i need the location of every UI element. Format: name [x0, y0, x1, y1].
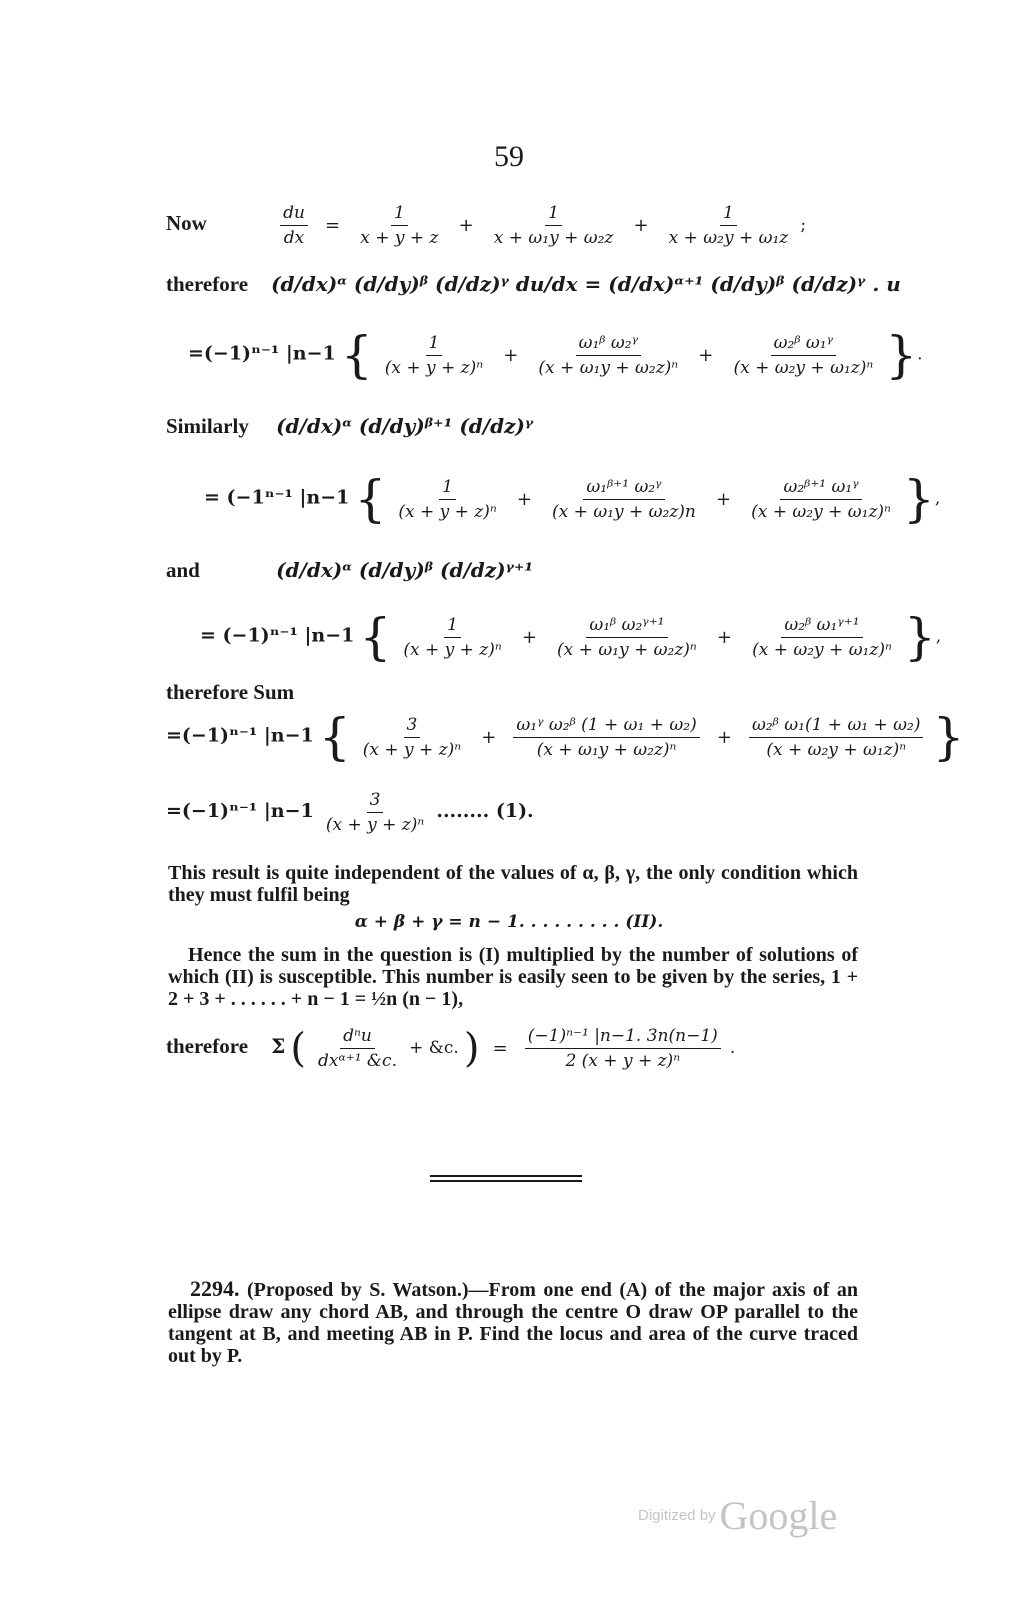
word-therefore-final: therefore [166, 1034, 249, 1058]
separator-rule-top [430, 1175, 582, 1177]
sigma-symbol: Σ [271, 1034, 286, 1058]
frac-d1-num: 3 [404, 715, 421, 738]
problem-number: 2294. [190, 1276, 240, 1301]
therefore-expression: (d/dx)ᵅ (d/dy)ᵝ (d/dz)ᵞ du/dx = (d/dx)ᵅ⁺¹ (d/dy)ᵝ (d/dz)ᵞ . u [271, 272, 901, 296]
equation-result-e [166, 790, 534, 835]
word-and: and [166, 558, 200, 582]
frac-a2-num: ω₁ᵝ ω₂ᵞ [576, 333, 641, 356]
watermark-digitized-by: Digitized by [638, 1507, 716, 1524]
frac-final-lhs [315, 1026, 400, 1071]
frac-now-2 [491, 203, 617, 248]
equation-result-b: = (−1ⁿ⁻¹ |n−1 { $\frac{1}{\text{(x + y + z)ⁿ}}$ + $\frac{\text{ω₁ᵝ⁺¹ ω₂ᵞ}}{\text{(x + ω₁y + ω₂z)n}}$ + $\frac{\text{ω₂ᵝ⁺¹ ω₁ᵞ}}{\text{(x + ω₂y + ω₁z)ⁿ}}$ }, [204, 470, 941, 528]
frac-a3 [730, 333, 876, 378]
prefix-a: =(−1)ⁿ⁻¹ |n−1 [188, 342, 336, 365]
equation-similarly [166, 414, 533, 439]
prefix-b: = (−1ⁿ⁻¹ |n−1 [204, 486, 350, 509]
problem-2294 [168, 1278, 858, 1367]
word-now: Now [166, 211, 207, 235]
frac-c2-num: ω₁ᵝ ω₂ᵞ⁺¹ [586, 615, 667, 638]
frac-a1-num: 1 [426, 333, 443, 356]
google-watermark [638, 1492, 837, 1539]
word-therefore: therefore [166, 272, 249, 296]
frac-e1-num: 3 [367, 790, 384, 813]
frac-d3-den: (x + ω₂y + ω₁z)ⁿ [766, 739, 907, 760]
and-expression: (d/dx)ᵅ (d/dy)ᵝ (d/dz)ᵞ⁺¹ [276, 558, 534, 582]
equation-now: Now $\frac{du}{dx}$ = $\frac{1}{x + y + z}$ + $\frac{1}{\text{x + ω₁y + ω₂z}}$ + $\frac{1}{\text{x + ω₂y + ω₁z}}$ ; [166, 203, 807, 248]
frac-b2 [549, 477, 699, 522]
frac-now-1-num: 1 [391, 203, 408, 226]
equation-final: therefore Σ ( $\frac{\text{dⁿu}}{\text{dxᵅ⁺¹ \&c.}}$ + &c. ) = $\frac{\text{(−1)ⁿ⁻¹ |n−1. 3n(n−1)}}{\text{2 (x + y + z)ⁿ}}$ . [166, 1025, 736, 1072]
heading-therefore-sum [166, 680, 294, 705]
frac-b2-num: ω₁ᵝ⁺¹ ω₂ᵞ [583, 477, 664, 500]
frac-c1-den: (x + y + z)ⁿ [403, 639, 502, 660]
problem-statement: —From one end (A) of the major axis of an ellipse draw any chord AB, and through the centre O draw OP parallel to the tangent at B, and meeting AB in P. Find the locus and area of the curve traced out by P. [168, 1279, 858, 1367]
prefix-e: =(−1)ⁿ⁻¹ |n−1 [166, 800, 314, 822]
separator-rule-bottom [430, 1180, 582, 1182]
page-number: 59 [494, 140, 524, 173]
word-similarly: Similarly [166, 414, 249, 438]
frac-d1-den: (x + y + z)ⁿ [362, 739, 462, 760]
frac-c2-den: (x + ω₁y + ω₂z)ⁿ [557, 639, 697, 660]
frac-d1 [360, 715, 464, 760]
frac-now-3 [666, 203, 792, 248]
frac-now-2-den: x + ω₁y + ω₂z [493, 228, 614, 248]
frac-final-rhs [525, 1026, 721, 1071]
paragraph-hence: Hence the sum in the question is (I) multiplied by the number of solutions of which (II) is susceptible. This number is easily seen to be given by the series, 1 + 2 + 3 + . . . . . . + n − 1 = ½n (n − 1), [168, 944, 858, 1010]
frac-now-3-den: x + ω₂y + ω₁z [668, 228, 789, 248]
watermark-google-logo: Google [719, 1493, 838, 1538]
result-one-label: ........ (1). [436, 800, 534, 822]
similarly-expression: (d/dx)ᵅ (d/dy)ᵝ⁺¹ (d/dz)ᵞ [276, 414, 534, 438]
frac-c1-num: 1 [444, 615, 461, 638]
problem-proposer: (Proposed by S. Watson.) [246, 1279, 469, 1301]
frac-a3-den: (x + ω₂y + ω₁z)ⁿ [733, 357, 874, 378]
final-plus-etc: + &c. [409, 1038, 459, 1058]
frac-b1 [395, 477, 499, 522]
frac-du-dx-num: du [280, 203, 308, 226]
frac-e1 [323, 790, 427, 835]
frac-b2-den: (x + ω₁y + ω₂z)n [552, 501, 696, 522]
frac-b1-den: (x + y + z)ⁿ [398, 501, 497, 522]
frac-c2 [554, 615, 700, 660]
frac-b3 [748, 477, 894, 522]
frac-final-rhs-num: (−1)ⁿ⁻¹ |n−1. 3n(n−1) [525, 1026, 721, 1049]
frac-a1-den: (x + y + z)ⁿ [384, 357, 484, 378]
frac-d2-den: (x + ω₁y + ω₂z)ⁿ [536, 739, 677, 760]
frac-du-dx-den: dx [283, 228, 305, 248]
equation-result-a: =(−1)ⁿ⁻¹ |n−1 { $\frac{1}{\text{(x + y + z)ⁿ}}$ + $\frac{\text{ω₁ᵝ ω₂ᵞ}}{\text{(x + ω₁y + ω₂z)ⁿ}}$ + $\frac{\text{ω₂ᵝ ω₁ᵞ}}{\text{(x + ω₂y + ω₁z)ⁿ}}$ }. [188, 326, 923, 384]
semicolon: ; [800, 215, 807, 235]
frac-c3-num: ω₂ᵝ ω₁ᵞ⁺¹ [781, 615, 862, 638]
frac-a3-num: ω₂ᵝ ω₁ᵞ [771, 333, 836, 356]
frac-final-lhs-den: dxᵅ⁺¹ &c. [318, 1051, 397, 1071]
frac-a2 [535, 333, 681, 378]
prefix-d: =(−1)ⁿ⁻¹ |n−1 [166, 724, 314, 747]
frac-b1-num: 1 [439, 477, 456, 500]
frac-d3-num: ω₂ᵝ ω₁(1 + ω₁ + ω₂) [749, 715, 923, 738]
frac-a1 [382, 333, 486, 378]
frac-now-1-den: x + y + z [360, 228, 439, 248]
frac-c3-den: (x + ω₂y + ω₁z)ⁿ [752, 639, 892, 660]
equation-result-d: =(−1)ⁿ⁻¹ |n−1 { $\frac{3}{\text{(x + y + z)ⁿ}}$ + $\frac{\text{ω₁ᵞ ω₂ᵝ (1 + ω₁ + ω₂)}}{\text{(x + ω₁y + ω₂z)ⁿ}}$ + $\frac{\text{ω₂ᵝ ω₁(1 + ω₁ + ω₂)}}{\text{(x + ω₂y + ω₁z)ⁿ}}$ } [166, 708, 965, 766]
frac-e1-den: (x + y + z)ⁿ [325, 815, 425, 835]
frac-now-3-num: 1 [720, 203, 737, 226]
frac-final-lhs-num: dⁿu [340, 1026, 375, 1049]
frac-du-dx [280, 203, 308, 248]
frac-d2-num: ω₁ᵞ ω₂ᵝ (1 + ω₁ + ω₂) [513, 715, 699, 738]
prefix-c: = (−1)ⁿ⁻¹ |n−1 [200, 624, 355, 647]
frac-now-2-num: 1 [545, 203, 562, 226]
frac-b3-num: ω₂ᵝ⁺¹ ω₁ᵞ [780, 477, 861, 500]
equation-and [166, 558, 533, 583]
frac-c1 [400, 615, 504, 660]
frac-b3-den: (x + ω₂y + ω₁z)ⁿ [751, 501, 891, 522]
word-therefore-sum: therefore Sum [166, 680, 295, 704]
equation-two: α + β + γ = n − 1. . . . . . . . . (II). [354, 912, 664, 932]
equation-therefore [166, 272, 901, 297]
equation-result-c: = (−1)ⁿ⁻¹ |n−1 { $\frac{1}{\text{(x + y + z)ⁿ}}$ + $\frac{\text{ω₁ᵝ ω₂ᵞ⁺¹}}{\text{(x + ω₁y + ω₂z)ⁿ}}$ + $\frac{\text{ω₂ᵝ ω₁ᵞ⁺¹}}{\text{(x + ω₂y + ω₁z)ⁿ}}$ }, [200, 608, 942, 666]
frac-d3 [749, 715, 923, 760]
frac-c3 [749, 615, 895, 660]
frac-final-rhs-den: 2 (x + y + z)ⁿ [565, 1051, 681, 1071]
frac-d2 [513, 715, 699, 760]
paragraph-independence: This result is quite independent of the values of α, β, γ, the only condition which they must fulfil being [168, 862, 858, 906]
frac-now-1 [357, 203, 441, 248]
frac-a2-den: (x + ω₁y + ω₂z)ⁿ [538, 357, 679, 378]
